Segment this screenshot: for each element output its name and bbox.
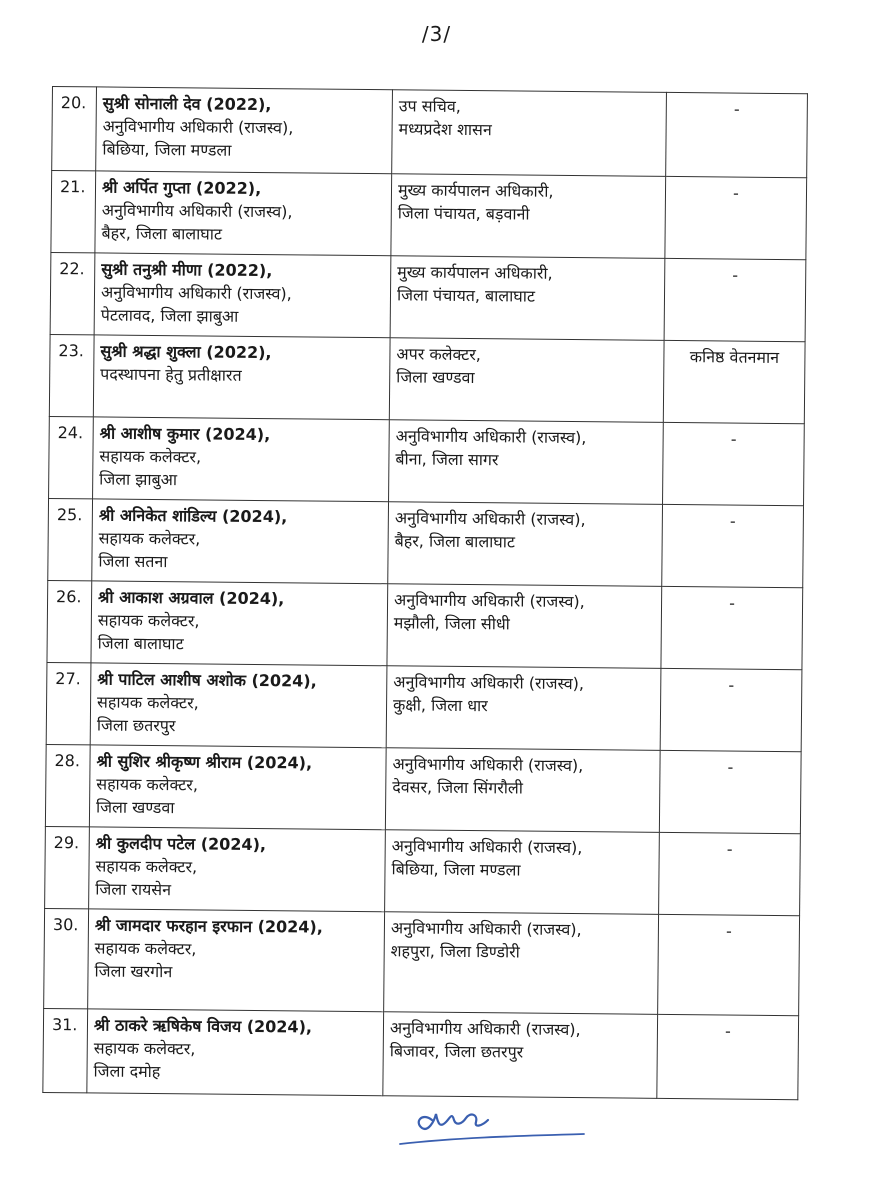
officer-name: श्री अनिकेत शांडिल्य (2024), [98, 505, 288, 527]
remark-cell: - [665, 176, 807, 259]
table-row [44, 908, 800, 1015]
new-posting-cell [385, 830, 660, 915]
page-number: /3/ [421, 22, 452, 46]
table-row [45, 826, 801, 915]
remark-cell: - [661, 586, 803, 669]
serial-number: 23. [49, 334, 94, 416]
serial-number: 31. [43, 1008, 88, 1092]
officer-name: श्री आकाश अग्रवाल (2024), [98, 587, 285, 609]
table-row [51, 171, 807, 260]
officer-cell [94, 253, 391, 338]
officer-name: श्री कुलदीप पटेल (2024), [95, 833, 267, 855]
new-posting-line: अनुविभागीय अधिकारी (राजस्व), [393, 672, 585, 694]
officer-name: सुश्री श्रद्धा शुक्ला (2022), [100, 341, 272, 363]
current-posting-line: सहायक कलेक्टर, [98, 528, 201, 549]
new-posting-line: देवसर, जिला सिंगरौली [392, 777, 524, 798]
officer-cell [93, 417, 390, 502]
new-posting-cell [389, 420, 664, 505]
new-posting-cell [388, 502, 663, 587]
new-posting-cell [384, 912, 659, 1015]
new-posting-line: अनुविभागीय अधिकारी (राजस्व), [394, 508, 586, 530]
new-posting-line: बिजावर, जिला छतरपुर [389, 1041, 524, 1062]
current-posting-line: जिला छतरपुर [96, 715, 176, 736]
table-row [43, 1008, 799, 1099]
serial-number: 22. [50, 252, 95, 334]
serial-number: 30. [44, 908, 89, 1008]
current-posting-line: अनुविभागीय अधिकारी (राजस्व), [101, 200, 293, 222]
current-posting-line: जिला खरगोन [94, 961, 173, 982]
current-posting-line: बैहर, जिला बालाघाट [101, 223, 223, 244]
officer-cell [95, 171, 392, 256]
new-posting-cell [383, 1012, 658, 1099]
current-posting-line: सहायक कलेक्टर, [96, 774, 199, 795]
officer-cell [89, 827, 386, 912]
officer-cell [87, 1009, 384, 1096]
current-posting-line: पदस्थापना हेतु प्रतीक्षारत [100, 364, 242, 385]
serial-number: 26. [47, 580, 92, 662]
current-posting-line: अनुविभागीय अधिकारी (राजस्व), [102, 116, 294, 138]
officer-cell [88, 909, 385, 1012]
new-posting-cell [389, 338, 664, 423]
officer-name: श्री पाटिल आशीष अशोक (2024), [97, 669, 317, 691]
current-posting-line: सहायक कलेक्टर, [95, 856, 198, 877]
current-posting-line: जिला झाबुआ [99, 469, 178, 490]
new-posting-line: बिछिया, जिला मण्डला [391, 859, 521, 880]
officer-name: श्री ठाकरे ऋषिकेष विजय (2024), [93, 1015, 313, 1037]
new-posting-cell [386, 666, 661, 751]
new-posting-line: कुक्षी, जिला धार [392, 695, 488, 716]
current-posting-line: सहायक कलेक्टर, [93, 1038, 196, 1059]
table-row [52, 87, 808, 178]
serial-number: 20. [52, 87, 97, 171]
posting-table [42, 86, 808, 1100]
current-posting-line: सहायक कलेक्टर, [97, 610, 200, 631]
officer-cell [96, 87, 393, 174]
new-posting-line: अनुविभागीय अधिकारी (राजस्व), [395, 426, 587, 448]
new-posting-line: शहपुरा, जिला डिण्डोरी [390, 941, 520, 962]
current-posting-line: अनुविभागीय अधिकारी (राजस्व), [100, 282, 292, 304]
new-posting-line: बैहर, जिला बालाघाट [394, 531, 516, 552]
remark-cell: - [664, 258, 806, 341]
table-row [50, 252, 806, 341]
new-posting-line: अनुविभागीय अधिकारी (राजस्व), [391, 836, 583, 858]
officer-cell [89, 745, 386, 830]
officer-name: श्री जामदार फरहान इरफान (2024), [94, 915, 323, 937]
officer-name: श्री सुशिर श्रीकृष्ण श्रीराम (2024), [96, 751, 313, 773]
new-posting-line: मझौली, जिला सीधी [393, 613, 510, 634]
remark-cell: - [662, 504, 804, 587]
serial-number: 27. [46, 662, 91, 744]
handwritten-signature [392, 1098, 592, 1158]
officer-cell [90, 663, 387, 748]
remark-cell: - [663, 422, 805, 505]
remark-cell: - [657, 1014, 799, 1099]
table-row [49, 416, 805, 505]
new-posting-line: जिला खण्डवा [396, 367, 475, 388]
remark-cell: - [659, 832, 801, 915]
officer-name: सुश्री सोनाली देव (2022), [102, 93, 272, 115]
officer-name: सुश्री तनुश्री मीणा (2022), [101, 259, 273, 281]
new-posting-cell [385, 748, 660, 833]
officer-name: श्री आशीष कुमार (2024), [99, 423, 271, 445]
current-posting-line: जिला रायसेन [95, 879, 172, 900]
officer-cell [92, 499, 389, 584]
new-posting-cell [387, 584, 662, 669]
new-posting-line: बीना, जिला सागर [395, 449, 499, 470]
new-posting-cell [390, 256, 665, 341]
table-row [48, 498, 804, 587]
table-row [45, 744, 801, 833]
current-posting-line: बिछिया, जिला मण्डला [102, 139, 232, 160]
new-posting-line: अपर कलेक्टर, [396, 344, 482, 365]
new-posting-line: जिला पंचायत, बालाघाट [396, 285, 536, 306]
new-posting-line: जिला पंचायत, बड़वानी [397, 203, 530, 224]
current-posting-line: जिला बालाघाट [97, 633, 184, 654]
new-posting-line: उप सचिव, [398, 96, 461, 116]
current-posting-line: सहायक कलेक्टर, [99, 446, 202, 467]
remark-cell: - [666, 92, 808, 177]
serial-number: 24. [49, 416, 94, 498]
officer-cell [93, 335, 390, 420]
new-posting-line: अनुविभागीय अधिकारी (राजस्व), [392, 754, 584, 776]
posting-table-wrapper [42, 86, 808, 1100]
remark-cell: - [660, 668, 802, 751]
current-posting-line: पेटलावद, जिला झाबुआ [100, 305, 239, 326]
serial-number: 29. [45, 826, 90, 908]
officer-name: श्री अर्पित गुप्ता (2022), [101, 177, 262, 199]
officer-cell [91, 581, 388, 666]
current-posting-line: सहायक कलेक्टर, [96, 692, 199, 713]
remark-cell: - [658, 914, 800, 1015]
current-posting-line: जिला सतना [98, 551, 168, 572]
table-row [47, 580, 803, 669]
new-posting-line: मध्यप्रदेश शासन [398, 119, 492, 140]
new-posting-line: अनुविभागीय अधिकारी (राजस्व), [390, 918, 582, 940]
new-posting-line: मुख्य कार्यपालन अधिकारी, [397, 180, 554, 201]
new-posting-cell [391, 174, 666, 259]
table-row [49, 334, 805, 423]
serial-number: 28. [45, 744, 90, 826]
remark-cell: कनिष्ठ वेतनमान [663, 340, 805, 423]
new-posting-line: अनुविभागीय अधिकारी (राजस्व), [389, 1018, 581, 1040]
table-row [46, 662, 802, 751]
new-posting-line: मुख्य कार्यपालन अधिकारी, [397, 262, 553, 283]
serial-number: 21. [51, 171, 96, 253]
new-posting-cell [392, 90, 667, 177]
current-posting-line: जिला दमोह [93, 1061, 161, 1082]
remark-cell: - [659, 750, 801, 833]
current-posting-line: सहायक कलेक्टर, [94, 938, 197, 959]
serial-number: 25. [48, 498, 93, 580]
current-posting-line: जिला खण्डवा [95, 797, 175, 818]
new-posting-line: अनुविभागीय अधिकारी (राजस्व), [393, 590, 585, 612]
